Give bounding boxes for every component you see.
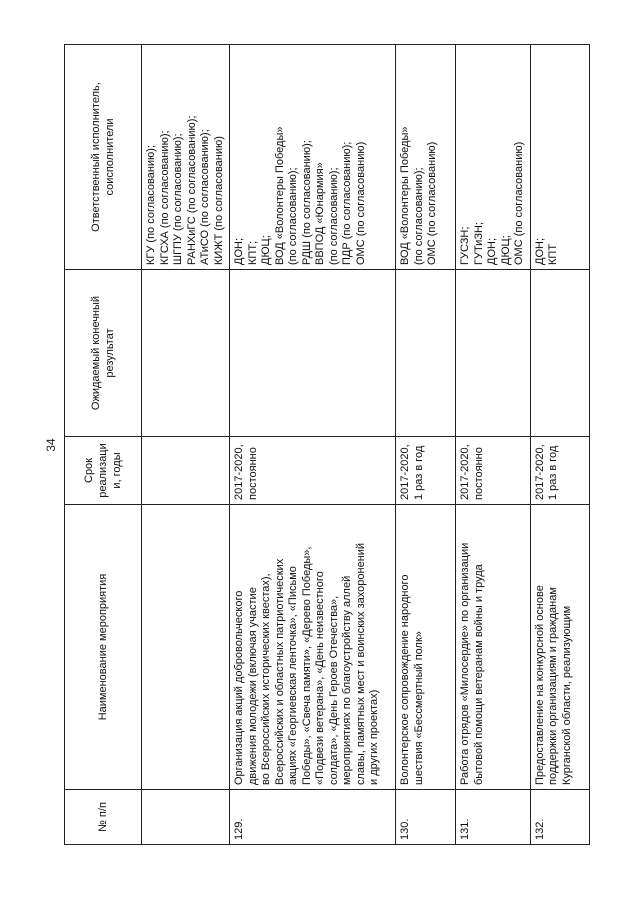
event-responsible: ВОД «Волонтеры Победы» (по согласованию); ОМС (по согласованию) [396, 45, 456, 270]
event-term: 2017-2020, 1 раз в год [530, 437, 590, 505]
header-num: № п/п [65, 790, 142, 845]
event-result [396, 270, 456, 437]
event-responsible: ДОН; КПТ [530, 45, 590, 270]
header-term: Срок реализации, годы [65, 437, 142, 505]
table-row [456, 45, 531, 845]
row-number: 132. [530, 790, 590, 845]
event-name: Волонтерское сопровождение народного шествия «Бессмертный полк» [396, 505, 456, 790]
row-number: 130. [396, 790, 456, 845]
event-term: 2017-2020, постоянно [230, 437, 396, 505]
event-term [142, 437, 230, 505]
table-row [530, 45, 590, 845]
event-term: 2017-2020, постоянно [456, 437, 531, 505]
rotated-page [40, 45, 590, 845]
event-responsible: ДОН; КПТ; ДЮЦ; ВОД «Волонтеры Победы» (по согласованию); РДШ (по согласованию); ВВПОД «Юнармия» (по согласованию); ПДР (по согласованию); ОМС (по согласованию) [230, 45, 396, 270]
event-name: Предоставление на конкурсной основе поддержки организациям и гражданам Курганской области, реализующим [530, 505, 590, 790]
event-result [456, 270, 531, 437]
header-result: Ожидаемый конечный результат [65, 270, 142, 437]
table-row [396, 45, 456, 845]
event-result [530, 270, 590, 437]
page-number: 34 [44, 438, 58, 452]
table-header-row [65, 45, 142, 845]
events-table [64, 44, 590, 845]
event-term: 2017-2020, 1 раз в год [396, 437, 456, 505]
table-row [142, 45, 230, 845]
event-responsible: КГУ (по согласованию); КГСХА (по согласованию); ШГПУ (по согласованию); РАНХиГС (по согласованию); АТиСО (по согласованию); КИЖТ (по согласованию) [142, 45, 230, 270]
event-result [230, 270, 396, 437]
table-row [230, 45, 396, 845]
event-name: Организация акций добровольческого движения молодежи (включая участие во Всероссийских исторических квестах), Всероссийских и областных патриотических акциях «Георгиевская ленточка», «Письмо Победы», «Свеча памяти», «Дерево Победы», «Подвези ветерана», «День неизвестного солдата», «День Героев Отечества», мероприятиях по благоустройству аллей славы, памятных мест и воинских захоронений и других проектах) [230, 505, 396, 790]
event-result [142, 270, 230, 437]
row-number: 131. [456, 790, 531, 845]
event-name [142, 505, 230, 790]
header-responsible: Ответственный исполнитель, соисполнители [65, 45, 142, 270]
event-responsible: ГУСЗН; ГУТиЗН; ДОН; ДЮЦ; ОМС (по согласованию) [456, 45, 531, 270]
row-number [142, 790, 230, 845]
header-name: Наименование мероприятия [65, 505, 142, 790]
event-name: Работа отрядов «Милосердие» по организации бытовой помощи ветеранам войны и труда [456, 505, 531, 790]
row-number: 129. [230, 790, 396, 845]
